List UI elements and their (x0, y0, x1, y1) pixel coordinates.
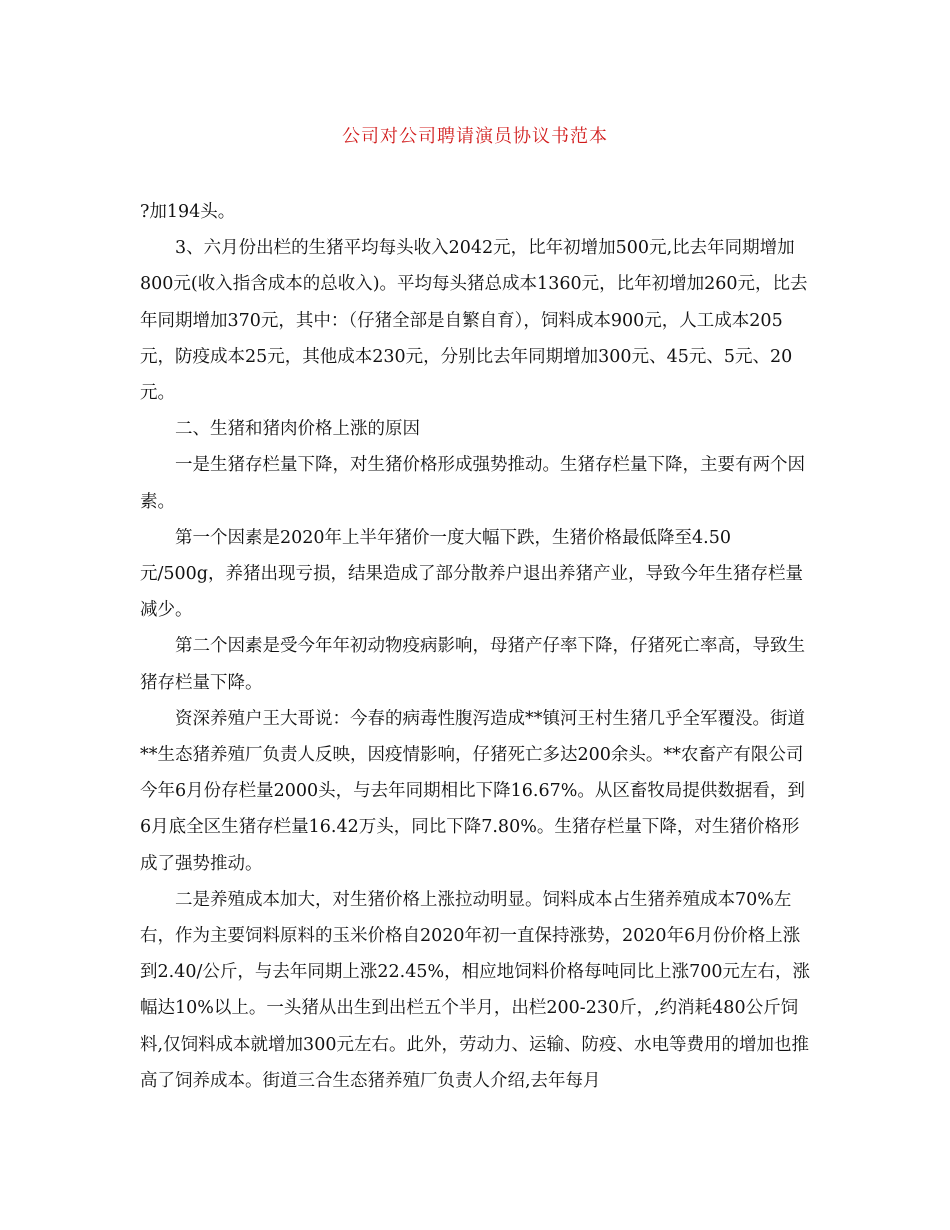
paragraph: ?加194头。 (140, 202, 236, 222)
document-title: 公司对公司聘请演员协议书范本 (342, 126, 608, 147)
paragraph: 第一个因素是2020年上半年猪价一度大幅下跌，生猪价格最低降至4.50元/500g，养猪出现亏损，结果造成了部分散养户退出养猪产业，导致今年生猪存栏量减少。 (140, 527, 803, 621)
document-body (140, 194, 812, 1099)
paragraph: 3、六月份出栏的生猪平均每头收入2042元，比年初增加500元,比去年同期增加800元(收入指含成本的总收入)。平均每头猪总成本1360元，比年初增加260元，比去年同期增加370元，其中：（仔猪全部是自繁自育），饲料成本900元，人工成本205元，防疫成本25元，其他成本230元，分别比去年同期增加300元、45元、5元、20元。 (140, 238, 808, 404)
paragraph: 第二个因素是受今年年初动物疫病影响，母猪产仔率下降，仔猪死亡率高，导致生猪存栏量下降。 (140, 636, 805, 693)
paragraph: 一是生猪存栏量下降，对生猪价格形成强势推动。生猪存栏量下降，主要有两个因素。 (140, 455, 805, 512)
paragraph: 二是养殖成本加大，对生猪价格上涨拉动明显。饲料成本占生猪养殖成本70%左右，作为主要饲料原料的玉米价格自2020年初一直保持涨势，2020年6月份价格上涨到2.40/公斤，与去年同期上涨22.45%，相应地饲料价格每吨同比上涨700元左右，涨幅达10%以上。一头猪从出生到出栏五个半月，出栏200-230斤，,约消耗480公斤饲料,仅饲料成本就增加300元左右。此外，劳动力、运输、防疫、水电等费用的增加也推高了饲养成本。街道三合生态猪养殖厂负责人介绍,去年每月 (140, 889, 810, 1091)
section-heading: 二、生猪和猪肉价格上涨的原因 (175, 419, 420, 440)
paragraph: 资深养殖户王大哥说：今春的病毒性腹泻造成**镇河王村生猪几乎全军覆没。街道**生态猪养殖厂负责人反映，因疫情影响，仔猪死亡多达200余头。**农畜产有限公司今年6月份存栏量2000头，与去年同期相比下降16.67%。从区畜牧局提供数据看，到6月底全区生猪存栏量16.42万头，同比下降7.80%。生猪存栏量下降，对生猪价格形成了强势推动。 (140, 708, 805, 874)
